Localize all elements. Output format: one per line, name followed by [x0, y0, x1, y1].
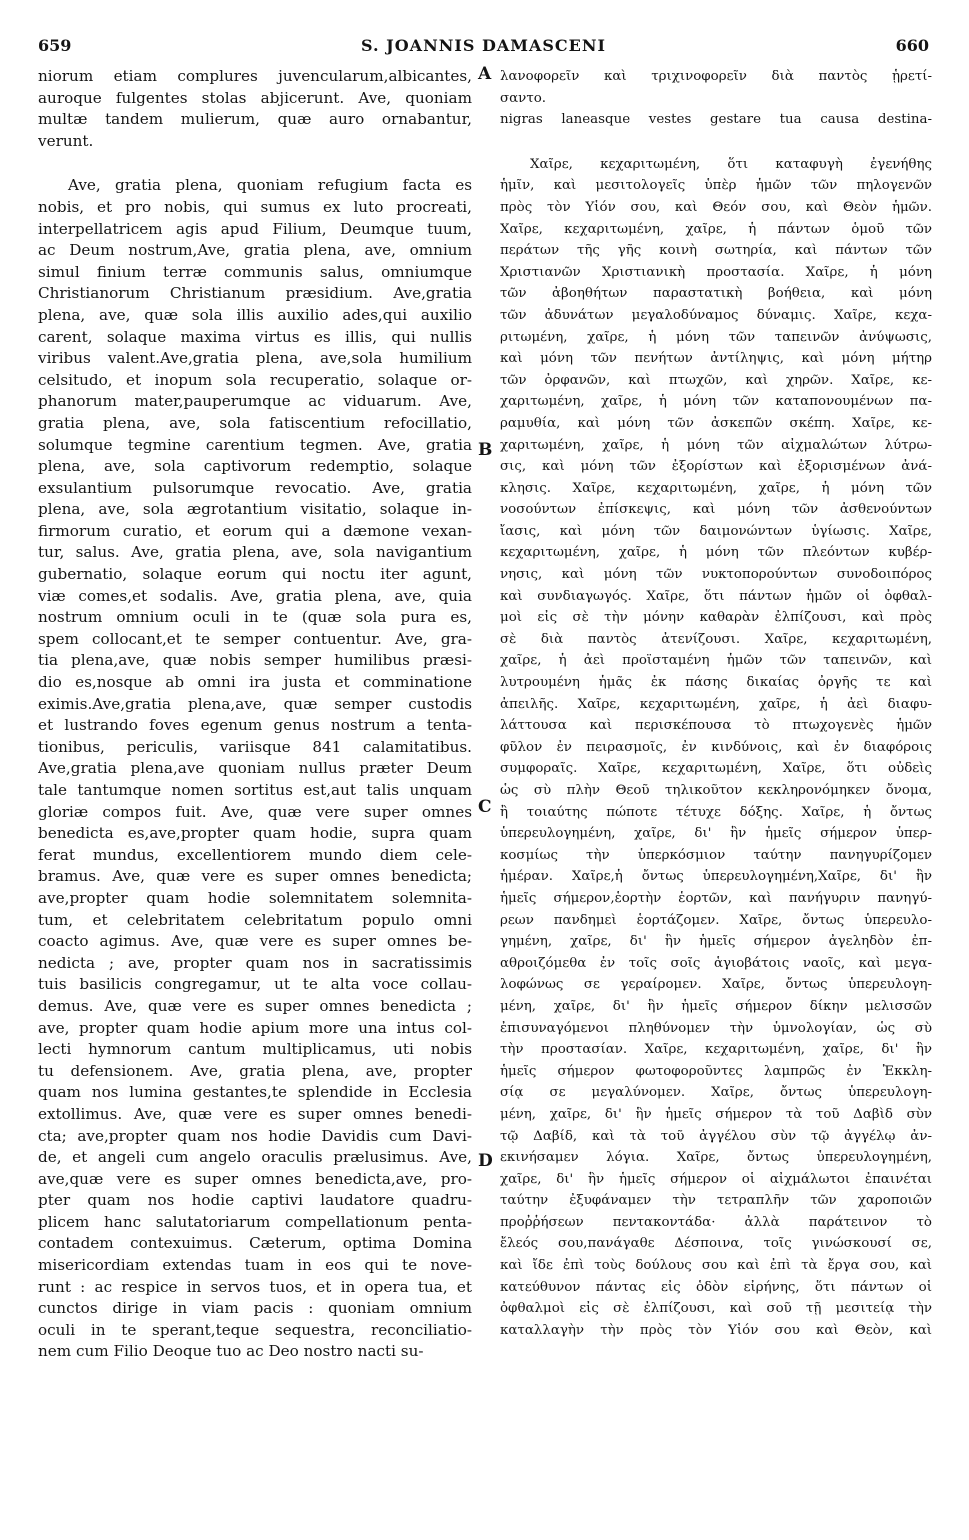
greek-text-line: χαριτωμένη, χαῖρε, ἡ μόνη τῶν αἰχμαλώτων λύτρω- — [500, 437, 932, 453]
latin-text-line: niorum etiam complures juvencularum,albicantes, — [38, 67, 472, 85]
latin-text-line: tur, salus. Ave, gratia plena, ave, sola navigantium — [38, 543, 472, 562]
latin-text-line: Ave, gratia plena, quoniam refugium facta es — [68, 176, 472, 195]
section-marker-d: D — [478, 1151, 493, 1171]
greek-text-line: Χριστιανῶν Χριστιανικὴ προστασία. Χαῖρε, ἡ μόνη — [500, 264, 932, 280]
latin-text-line: plicem hanc salutatoriarum compellationum penta- — [38, 1212, 472, 1231]
latin-text-line: de, et angeli cum angelo oraculis prælusimus. Ave, — [38, 1148, 472, 1167]
latin-text-line: simul finium terræ communis salus, omniumque — [38, 262, 472, 281]
page-number-left: 659 — [38, 36, 72, 55]
greek-text-line: ἢ τοιαύτης πώποτε τέτυχε δόξης. Χαῖρε, ἡ ὄντως — [500, 804, 932, 820]
greek-text-line: τὴν προστασίαν. Χαῖρε, κεχαριτωμένη, χαῖρε, δι' ἣν — [500, 1042, 932, 1058]
greek-text-line: ὑπερευλογημένη, χαῖρε, δι' ἣν ἡμεῖς σήμερον ὑπερ- — [500, 826, 932, 842]
greek-text-line: περάτων τῆς γῆς κοινὴ σωτηρία, καὶ πάντων τῶν — [500, 243, 932, 259]
latin-text-line: plena, ave, quæ sola illis auxilio ades,qui auxilio — [38, 305, 472, 324]
latin-text-line: tu defensionem. Ave, gratia plena, ave, propter — [38, 1061, 472, 1080]
latin-text-line: pter quam nos hodie captivi laudatore quadru- — [38, 1191, 472, 1210]
paragraph-gap — [500, 131, 932, 154]
greek-text-line: ἐπισυναγόμενοι πληθύνομεν τὴν ὑμνολογίαν, ὡς σὺ — [500, 1020, 932, 1036]
greek-text-line: τῶν ἀβοηθήτων παραστατικὴ βοήθεια, καὶ μόνη — [500, 286, 932, 302]
greek-text-line: λοφώνως σε γεραίρομεν. Χαῖρε, ὄντως ὑπερευλογη- — [500, 977, 932, 993]
latin-text-line: nostrum omnium oculi in te (quæ sola pura es, — [38, 608, 472, 627]
latin-text-line: benedicta es,ave,propter quam hodie, supra quam — [38, 824, 472, 843]
latin-text-line: ac Deum nostrum,Ave, gratia plena, ave, omnium — [38, 241, 472, 260]
latin-text-line: bramus. Ave, quæ vere es super omnes benedicta; — [38, 867, 472, 886]
greek-text-line: ἡμῖν, καὶ μεσιτολογεῖς ὑπὲρ ἡμῶν τῶν πηλογενῶν — [500, 178, 932, 194]
greek-text-line: τῶν ὀρφανῶν, καὶ πτωχῶν, καὶ χηρῶν. Χαῖρε, κε- — [500, 372, 932, 388]
latin-text-line: gratia plena, ave, sola fatiscentium refocillatio, — [38, 413, 472, 432]
greek-text-line: nigras laneasque vestes gestare tua causa destina- — [500, 112, 932, 128]
greek-text-line: συμφοραῖς. Χαῖρε, κεχαριτωμένη, Χαῖρε, ὅτι οὐδεὶς — [500, 761, 932, 777]
greek-text-line: λανοφορεῖν καὶ τριχινοφορεῖν διὰ παντὸς ᾑρετί- — [500, 69, 932, 84]
greek-text-line: νησις, καὶ μόνη τῶν νυκτοπορούντων συνοδοιπόρος — [500, 567, 932, 583]
greek-text-line: ρεων πανδημεὶ ἑορτάζομεν. Χαῖρε, ὄντως ὑπερευλο- — [500, 912, 932, 928]
latin-column — [38, 66, 472, 1363]
latin-text-line: viæ comes,et sodalis. Ave, gratia plena, ave, quia — [38, 586, 472, 605]
greek-text-line: σαντο. — [500, 90, 547, 106]
paragraph-gap — [38, 152, 472, 175]
greek-text-line: κατεύθυνον πάντας εἰς ὁδὸν εἰρήνης, ὅτι πάντων οἱ — [500, 1279, 932, 1295]
latin-text-line: ave,quæ vere es super omnes benedicta,ave, pro- — [38, 1169, 472, 1188]
greek-text-line: μοὶ εἰς σὲ τὴν μόνην καθαρὰν ἐλπίζουσι, καὶ πρὸς — [500, 610, 932, 626]
greek-text-line: τῶν ἀδυνάτων μεγαλοδύναμος δύναμις. Χαῖρε, κεχα- — [500, 307, 932, 323]
section-marker-c: C — [478, 797, 492, 817]
latin-text-line: ave, propter quam hodie apium more una intus col- — [38, 1018, 472, 1037]
greek-text-line: ἔλεός σου,πανάγαθε Δέσποινα, τοῖς γινώσκουσί σε, — [500, 1236, 932, 1252]
latin-text-line: tale tantumque nomen sortitus est,aut talis unquam — [38, 781, 472, 799]
greek-text-line: μένη, χαῖρε, δι' ἣν ἡμεῖς σήμερον τὰ τοῦ Δαβὶδ σὺν — [500, 1106, 932, 1122]
latin-text-line: ferat mundus, excellentiorem mundo diem cele- — [38, 845, 472, 864]
greek-text-line: κοσμίως τὴν ὑπερκόσμιον ταύτην πανηγυρίζομεν — [500, 847, 932, 863]
latin-text-line: nem cum Filio Deoque tuo ac Deo nostro nacti su- — [38, 1342, 424, 1361]
latin-text-line: cunctos dirige in viam pacis : quoniam omnium — [38, 1299, 472, 1318]
greek-text-line: κεχαριτωμένη, χαῖρε, ἡ μόνη τῶν πλεόντων κυβέρ- — [500, 545, 932, 561]
greek-column — [500, 66, 932, 1341]
latin-text-line: celsitudo, et inopum sola recuperatio, solaque or- — [38, 370, 472, 389]
latin-text-line: misericordiam extendas tuam in eos qui te nove- — [38, 1256, 472, 1275]
latin-text-line: solumque tegmine carentium tegmen. Ave, gratia — [38, 435, 472, 454]
latin-text-line: gubernatio, solaque eorum qui noctu iter agunt, — [38, 565, 472, 584]
greek-text-line: χαῖρε, δι' ἣν ἡμεῖς σήμερον οἱ αἰχμάλωτοι ἐπαινέται — [500, 1171, 932, 1187]
latin-text-line: tionibus, periculis, variisque 841 calamitatibus. — [38, 737, 472, 756]
greek-text-line: σίᾳ σε μεγαλύνομεν. Χαῖρε, ὄντως ὑπερευλογη- — [500, 1085, 932, 1101]
greek-text-line: γημένη, χαῖρε, δι' ἣν ἡμεῖς σήμερον ἀγεληδὸν ἐπ- — [500, 934, 932, 950]
section-marker-b: B — [478, 440, 493, 460]
greek-text-line: σὲ διὰ παντὸς ἀτενίζουσι. Χαῖρε, κεχαριτωμένη, — [500, 631, 932, 647]
greek-text-line: καὶ ἴδε ἐπὶ τοὺς δούλους σου καὶ ἐπὶ τὰ ἔργα σου, καὶ — [500, 1258, 932, 1274]
greek-text-line: λυτρουμένη ἡμᾶς ἐκ πάσης δικαίας ὀργῆς τε καὶ — [500, 675, 932, 691]
latin-text-line: oculi in te sperant,teque sequestra, reconciliatio- — [38, 1320, 472, 1339]
greek-text-line: τῷ Δαβίδ, καὶ τὰ τοῦ ἀγγέλου σὺν τῷ ἀγγέλῳ ἀν- — [500, 1128, 932, 1144]
latin-text-line: Christianorum Christianum præsidium. Ave,gratia — [38, 284, 472, 303]
latin-text-line: phanorum mater,pauperumque ac viduarum. Ave, — [38, 392, 472, 411]
latin-text-line: viribus valent.Ave,gratia plena, ave,sola humilium — [38, 349, 472, 368]
latin-text-line: Ave,gratia plena,ave quoniam nullus præter Deum — [38, 759, 472, 778]
greek-text-line: ἀπειλῆς. Χαῖρε, κεχαριτωμένη, χαῖρε, ἡ ἀεὶ διαφυ- — [500, 696, 932, 712]
greek-text-line: ριτωμένη, χαῖρε, ἡ μόνη τῶν ταπεινῶν ἀνύψωσις, — [500, 329, 932, 345]
running-title: S. JOANNIS DAMASCENI — [361, 36, 606, 55]
running-header — [38, 36, 929, 60]
greek-text-line: μένη, χαῖρε, δι' ἣν ἡμεῖς σήμερον δίκην μελισσῶν — [500, 998, 932, 1014]
latin-text-line: tia plena,ave, quæ nobis semper humilibus præsi- — [38, 651, 472, 670]
latin-text-line: nobis, et pro nobis, qui sumus ex luto procreati, — [38, 197, 472, 216]
latin-text-line: spem collocant,et te semper contuentur. Ave, gra- — [38, 629, 472, 648]
latin-text-line: gloriæ compos fuit. Ave, quæ vere super omnes — [38, 802, 472, 821]
latin-text-line: lecti hymnorum cantum multiplicamus, uti nobis — [38, 1040, 472, 1059]
page-number-right: 660 — [895, 36, 929, 55]
greek-text-line: λάττουσα καὶ περισκέπουσα τὸ πτωχογενὲς ἡμῶν — [500, 718, 932, 734]
greek-text-line: καὶ μόνη τῶν πενήτων ἀντίληψις, καὶ μόνη μήτηρ — [500, 351, 932, 367]
latin-text-line: coacto agimus. Ave, quæ vere es super omnes be- — [38, 932, 472, 951]
greek-text-line: αθροιζόμεθα ἐν τοῖς σοῖς ἁγιοβάτοις ναοῖς, καὶ μεγα- — [500, 955, 932, 971]
latin-text-line: plena, ave, sola captivorum redemptio, solaque — [38, 457, 472, 476]
latin-text-line: contadem contexuimus. Cæterum, optima Domina — [38, 1234, 472, 1253]
latin-text-line: verunt. — [38, 131, 94, 150]
greek-text-line: καταλλαγὴν τὴν πρὸς τὸν Υἱόν σου καὶ Θεὸν, καὶ — [500, 1322, 932, 1338]
latin-text-line: exsulantium pulsorumque revocatio. Ave, gratia — [38, 478, 472, 497]
greek-text-line: χαῖρε, ἡ ἀεὶ προϊσταμένη ἡμῶν τῶν ταπεινῶν, καὶ — [500, 653, 932, 669]
latin-text-line: multæ tandem mulierum, quæ auro ornabantur, — [38, 110, 472, 129]
latin-text-line: tuis basilicis congregamur, ut te alta voce collau- — [38, 975, 472, 994]
latin-text-line: ave,propter quam hodie solemnitatem solemnita- — [38, 888, 472, 907]
latin-text-line: nedicta ; ave, propter quam nos in sacratissimis — [38, 953, 472, 972]
section-marker-a: A — [478, 64, 492, 84]
greek-text-line: Χαῖρε, κεχαριτωμένη, χαῖρε, ἡ πάντων ὁμοῦ τῶν — [500, 221, 932, 237]
greek-text-line: ἴασις, καὶ μόνη τῶν δαιμονώντων ὑγίωσις. Χαῖρε, — [500, 523, 932, 539]
latin-text-line: dio es,nosque ab omni ira justa et comminatione — [38, 673, 472, 692]
greek-text-line: κλησις. Χαῖρε, κεχαριτωμένη, χαῖρε, ἡ μόνη τῶν — [500, 480, 932, 496]
latin-text-line: plena, ave, sola ægrotantium visitatio, solaque in- — [38, 500, 472, 519]
latin-text-line: runt : ac respice in servos tuos, et in opera tua, et — [38, 1277, 472, 1296]
greek-text-line: προῤῥήσεων πεντακοντάδα· ἀλλὰ παράτεινον τὸ — [500, 1214, 932, 1230]
latin-text-line: interpellatricem agis apud Filium, Deumque tuum, — [38, 219, 472, 238]
latin-text-line: carent, solaque maxima virtus es illis, qui nullis — [38, 327, 472, 346]
greek-text-line: ταύτην ἐξυφάναμεν τὴν τετραπλῆν τῶν χαροποιῶν — [500, 1193, 932, 1209]
greek-text-line: εκινήσαμεν λόγια. Χαῖρε, ὄντως ὑπερευλογημένη, — [500, 1150, 932, 1166]
greek-text-line: ἡμέραν. Χαῖρε,ἡ ὄντως ὑπερευλογημένη,Χαῖρε, δι' ἣν — [500, 869, 932, 885]
greek-text-line: φῦλον ἐν πειρασμοῖς, ἐν κινδύνοις, καὶ ἐν διαφόροις — [500, 739, 932, 755]
latin-text-line: quam nos lumina gestantes,te splendide in Ecclesia — [38, 1083, 472, 1102]
latin-text-line: et lustrando foves egenum genus nostrum a tenta- — [38, 716, 472, 735]
latin-text-line: firmorum curatio, et eorum qui a dæmone vexan- — [38, 521, 472, 540]
greek-text-line: ἡμεῖς σήμερον,ἑορτὴν ἑορτῶν, καὶ πανήγυριν πανηγύ- — [500, 890, 932, 906]
latin-text-line: auroque fulgentes stolas abjicerunt. Ave, quoniam — [38, 88, 472, 107]
greek-text-line: χαριτωμένη, χαῖρε, ἡ μόνη τῶν καταπονουμένων πα- — [500, 394, 932, 410]
latin-text-line: demus. Ave, quæ vere es super omnes benedicta ; — [38, 996, 472, 1015]
latin-text-line: cta; ave,propter quam nos hodie Davidis cum Davi- — [38, 1126, 472, 1145]
greek-text-line: ὀφθαλμοὶ εἰς σὲ ἐλπίζουσι, καὶ σοῦ τῇ μεσιτείᾳ τὴν — [500, 1301, 932, 1317]
greek-text-line: πρὸς τὸν Υἱόν σου, καὶ Θεόν σου, καὶ Θεὸν ἡμῶν. — [500, 199, 932, 215]
latin-text-line: extollimus. Ave, quæ vere es super omnes benedi- — [38, 1104, 472, 1123]
latin-text-line: eximis.Ave,gratia plena,ave, quæ semper custodis — [38, 694, 472, 713]
latin-text-line: tum, et celebritatem celebritatum populo omni — [38, 910, 472, 929]
greek-text-line: ὡς σὺ πλὴν Θεοῦ τηλικοῦτον κεκληρονόμηκεν ὄνομα, — [500, 783, 932, 798]
greek-text-line: σις, καὶ μόνη τῶν ἐξορίστων καὶ ἐξορισμένων ἀνά- — [500, 459, 932, 475]
greek-text-line: νοσούντων ἐπίσκεψις, καὶ μόνη τῶν ἀσθενούντων — [500, 502, 932, 518]
greek-text-line: ἡμεῖς σήμερον φωτοφοροῦντες λαμπρῶς ἐν Ἐκκλη- — [500, 1063, 932, 1079]
greek-text-line: καὶ συνδιαγωγός. Χαῖρε, ὅτι πάντων ἡμῶν οἱ ὀφθαλ- — [500, 588, 932, 604]
greek-text-line: ραμυθία, καὶ μόνη τῶν ἀσκεπῶν σκέπη. Χαῖρε, κε- — [500, 415, 932, 431]
greek-text-line: Χαῖρε, κεχαριτωμένη, ὅτι καταφυγὴ ἐγενήθης — [530, 156, 932, 172]
